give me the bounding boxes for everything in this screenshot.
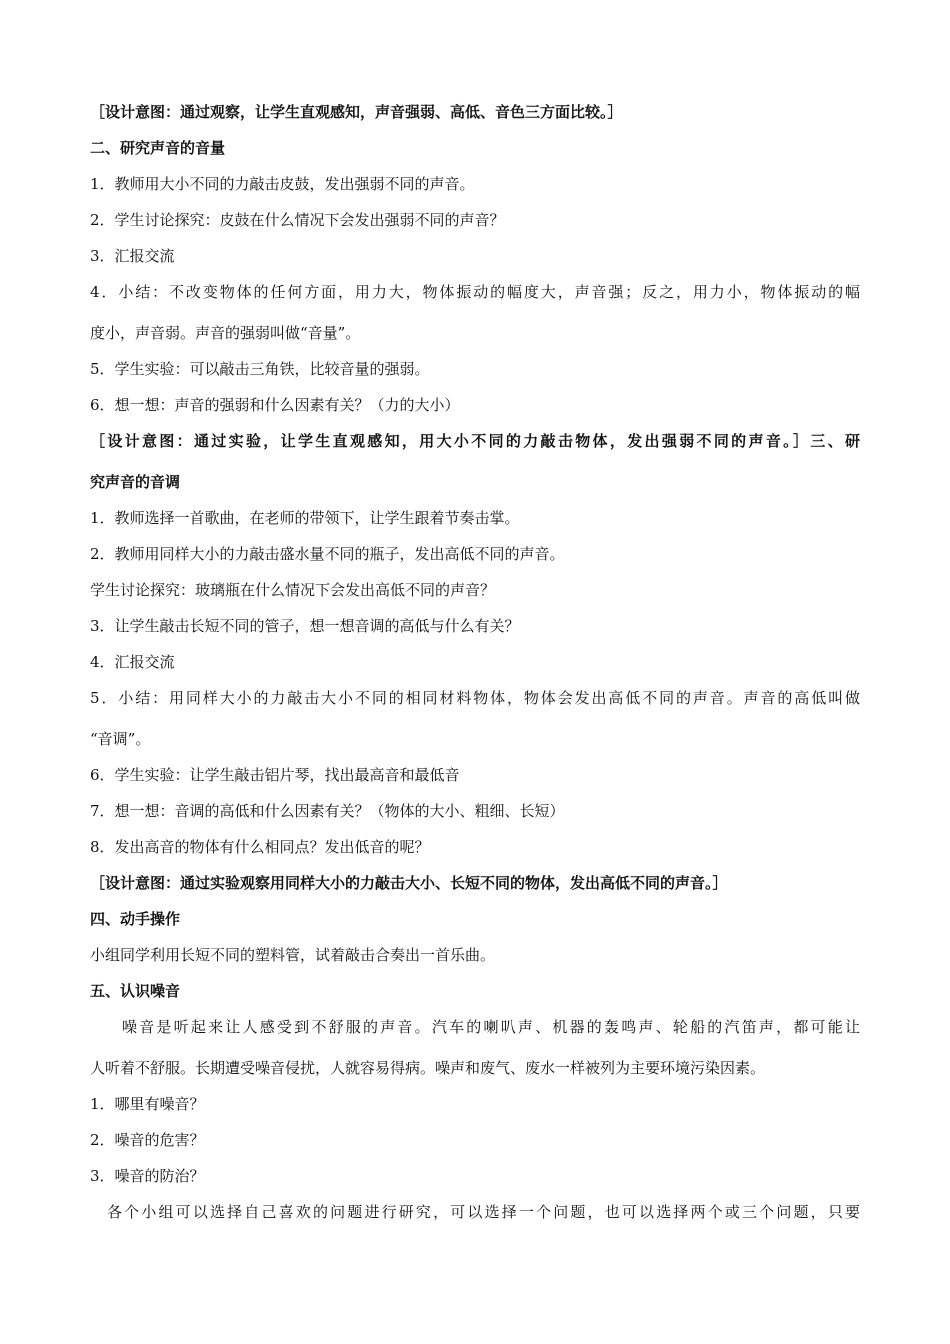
- list-item: 4．汇报交流: [90, 653, 175, 671]
- list-item: 8．发出高音的物体有什么相同点？发出低音的呢？: [90, 838, 430, 856]
- section-heading: 五、认识噪音: [90, 982, 181, 1000]
- list-item: 6．学生实验：让学生敲击铝片琴，找出最高音和最低音: [90, 766, 460, 784]
- list-item: 1．教师用大小不同的力敲击皮鼓，发出强弱不同的声音。: [90, 175, 475, 193]
- paragraph: 各个小组可以选择自己喜欢的问题进行研究，可以选择一个问题，也可以选择两个或三个问题，只要: [107, 1203, 860, 1221]
- list-item: 1．哪里有噪音？: [90, 1095, 205, 1113]
- paragraph: 噪音是听起来让人感受到不舒服的声音。汽车的喇叭声、机器的轰鸣声、轮船的汽笛声，都可能让: [122, 1018, 860, 1036]
- list-item: 3．让学生敲击长短不同的管子，想一想音调的高低与什么有关？: [90, 617, 520, 635]
- paragraph: 学生讨论探究：玻璃瓶在什么情况下会发出高低不同的声音？: [90, 581, 496, 599]
- list-item: 5．学生实验：可以敲击三角铁，比较音量的强弱。: [90, 360, 430, 378]
- list-item: 3．汇报交流: [90, 247, 175, 265]
- list-item: 2．噪音的危害？: [90, 1131, 205, 1149]
- list-item: 5．小结：用同样大小的力敲击大小不同的相同材料物体，物体会发出高低不同的声音。声音的高低叫做: [90, 689, 860, 707]
- section-heading: 究声音的音调: [90, 473, 181, 491]
- section-heading: 四、动手操作: [90, 910, 181, 928]
- design-intent-note: ［设计意图：通过实验，让学生直观感知，用大小不同的力敲击物体，发出强弱不同的声音。］三、研: [90, 432, 860, 450]
- paragraph-continuation: “音调”。: [90, 730, 151, 748]
- section-heading: 二、研究声音的音量: [90, 139, 226, 157]
- paragraph-continuation: 度小，声音弱。声音的强弱叫做“音量”。: [90, 324, 361, 342]
- list-item: 2．教师用同样大小的力敲击盛水量不同的瓶子，发出高低不同的声音。: [90, 545, 565, 563]
- list-item: 2．学生讨论探究：皮鼓在什么情况下会发出强弱不同的声音？: [90, 211, 505, 229]
- list-item: 1．教师选择一首歌曲，在老师的带领下，让学生跟着节奏击掌。: [90, 509, 520, 527]
- design-intent-note: ［设计意图：通过观察，让学生直观感知，声音强弱、高低、音色三方面比较。］: [90, 103, 623, 121]
- paragraph: 小组同学利用长短不同的塑料管，试着敲击合奏出一首乐曲。: [90, 946, 496, 964]
- design-intent-note: ［设计意图：通过实验观察用同样大小的力敲击大小、长短不同的物体，发出高低不同的声音。］: [90, 874, 728, 892]
- paragraph-continuation: 人听着不舒服。长期遭受噪音侵扰，人就容易得病。噪声和废气、废水一样被列为主要环境污染因素。: [90, 1059, 766, 1077]
- list-item: 7．想一想：音调的高低和什么因素有关？（物体的大小、粗细、长短）: [90, 802, 565, 820]
- list-item: 4．小结：不改变物体的任何方面，用力大，物体振动的幅度大，声音强；反之，用力小，物体振动的幅: [90, 283, 860, 301]
- list-item: 6．想一想：声音的强弱和什么因素有关？（力的大小）: [90, 396, 460, 414]
- list-item: 3．噪音的防治？: [90, 1167, 205, 1185]
